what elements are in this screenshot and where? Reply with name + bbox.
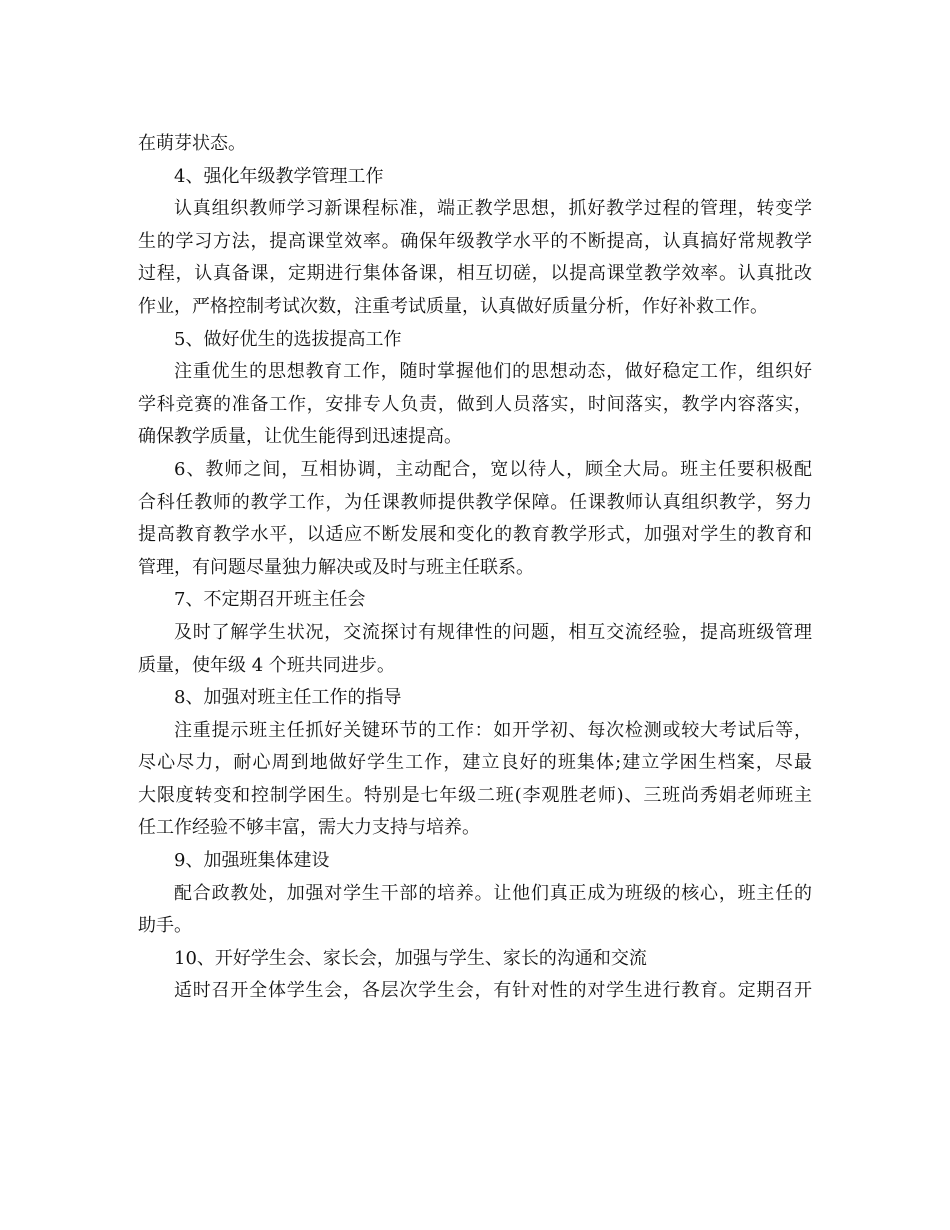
section-heading: 4、强化年级教学管理工作 [174,165,384,187]
section-heading: 5、做好优生的选拔提高工作 [174,328,402,350]
text-line: 提高教育教学水平，以适应不断发展和变化的教育教学形式，加强对学生的教育和 [138,524,812,546]
text-line: 及时了解学生状况，交流探讨有规律性的问题，相互交流经验，提高班级管理 [174,621,812,643]
section-heading: 9、加强班集体建设 [174,850,330,872]
text-line: 生的学习方法，提高课堂效率。确保年级教学水平的不断提高，认真搞好常规教学 [138,230,812,252]
text-line: 配合政教处，加强对学生干部的培养。让他们真正成为班级的核心，班主任的 [174,882,812,904]
text-line: 合科任教师的教学工作，为任课教师提供教学保障。任课教师认真组织教学，努力 [138,491,812,513]
text-line: 确保教学质量，让优生能得到迅速提高。 [138,426,462,448]
text-line: 过程，认真备课，定期进行集体备课，相互切磋，以提高课堂教学效率。认真批改 [138,263,812,285]
text-line: 适时召开全体学生会，各层次学生会，有针对性的对学生进行教育。定期召开 [174,980,812,1002]
text-line: 质量，使年级 4 个班共同进步。 [138,654,395,676]
text-line: 认真组织教师学习新课程标准，端正教学思想，抓好教学过程的管理，转变学 [174,198,812,220]
text-line: 助手。 [138,915,192,937]
document-body [138,128,812,1008]
text-line: 作业，严格控制考试次数，注重考试质量，认真做好质量分析，作好补救工作。 [138,295,768,317]
section-heading: 10、开好学生会、家长会，加强与学生、家长的沟通和交流 [174,947,647,969]
text-line: 管理，有问题尽量独力解决或及时与班主任联系。 [138,556,534,578]
section-heading: 7、不定期召开班主任会 [174,589,366,611]
text-line: 任工作经验不够丰富，需大力支持与培养。 [138,817,480,839]
text-line: 注重优生的思想教育工作，随时掌握他们的思想动态，做好稳定工作，组织好 [174,361,812,383]
text-line: 学科竞赛的准备工作，安排专人负责，做到人员落实，时间落实，教学内容落实， [138,393,812,415]
text-line: 注重提示班主任抓好关键环节的工作：如开学初、每次检测或较大考试后等， [174,719,812,741]
section-heading: 8、加强对班主任工作的指导 [174,687,402,709]
text-line: 大限度转变和控制学困生。特别是七年级二班(李观胜老师)、三班尚秀娟老师班主 [138,784,812,806]
text-line: 尽心尽力，耐心周到地做好学生工作，建立良好的班集体;建立学困生档案，尽最 [138,752,812,774]
text-line: 在萌芽状态。 [138,133,246,154]
section-heading: 6、教师之间，互相协调，主动配合，宽以待人，顾全大局。班主任要积极配 [174,458,812,480]
